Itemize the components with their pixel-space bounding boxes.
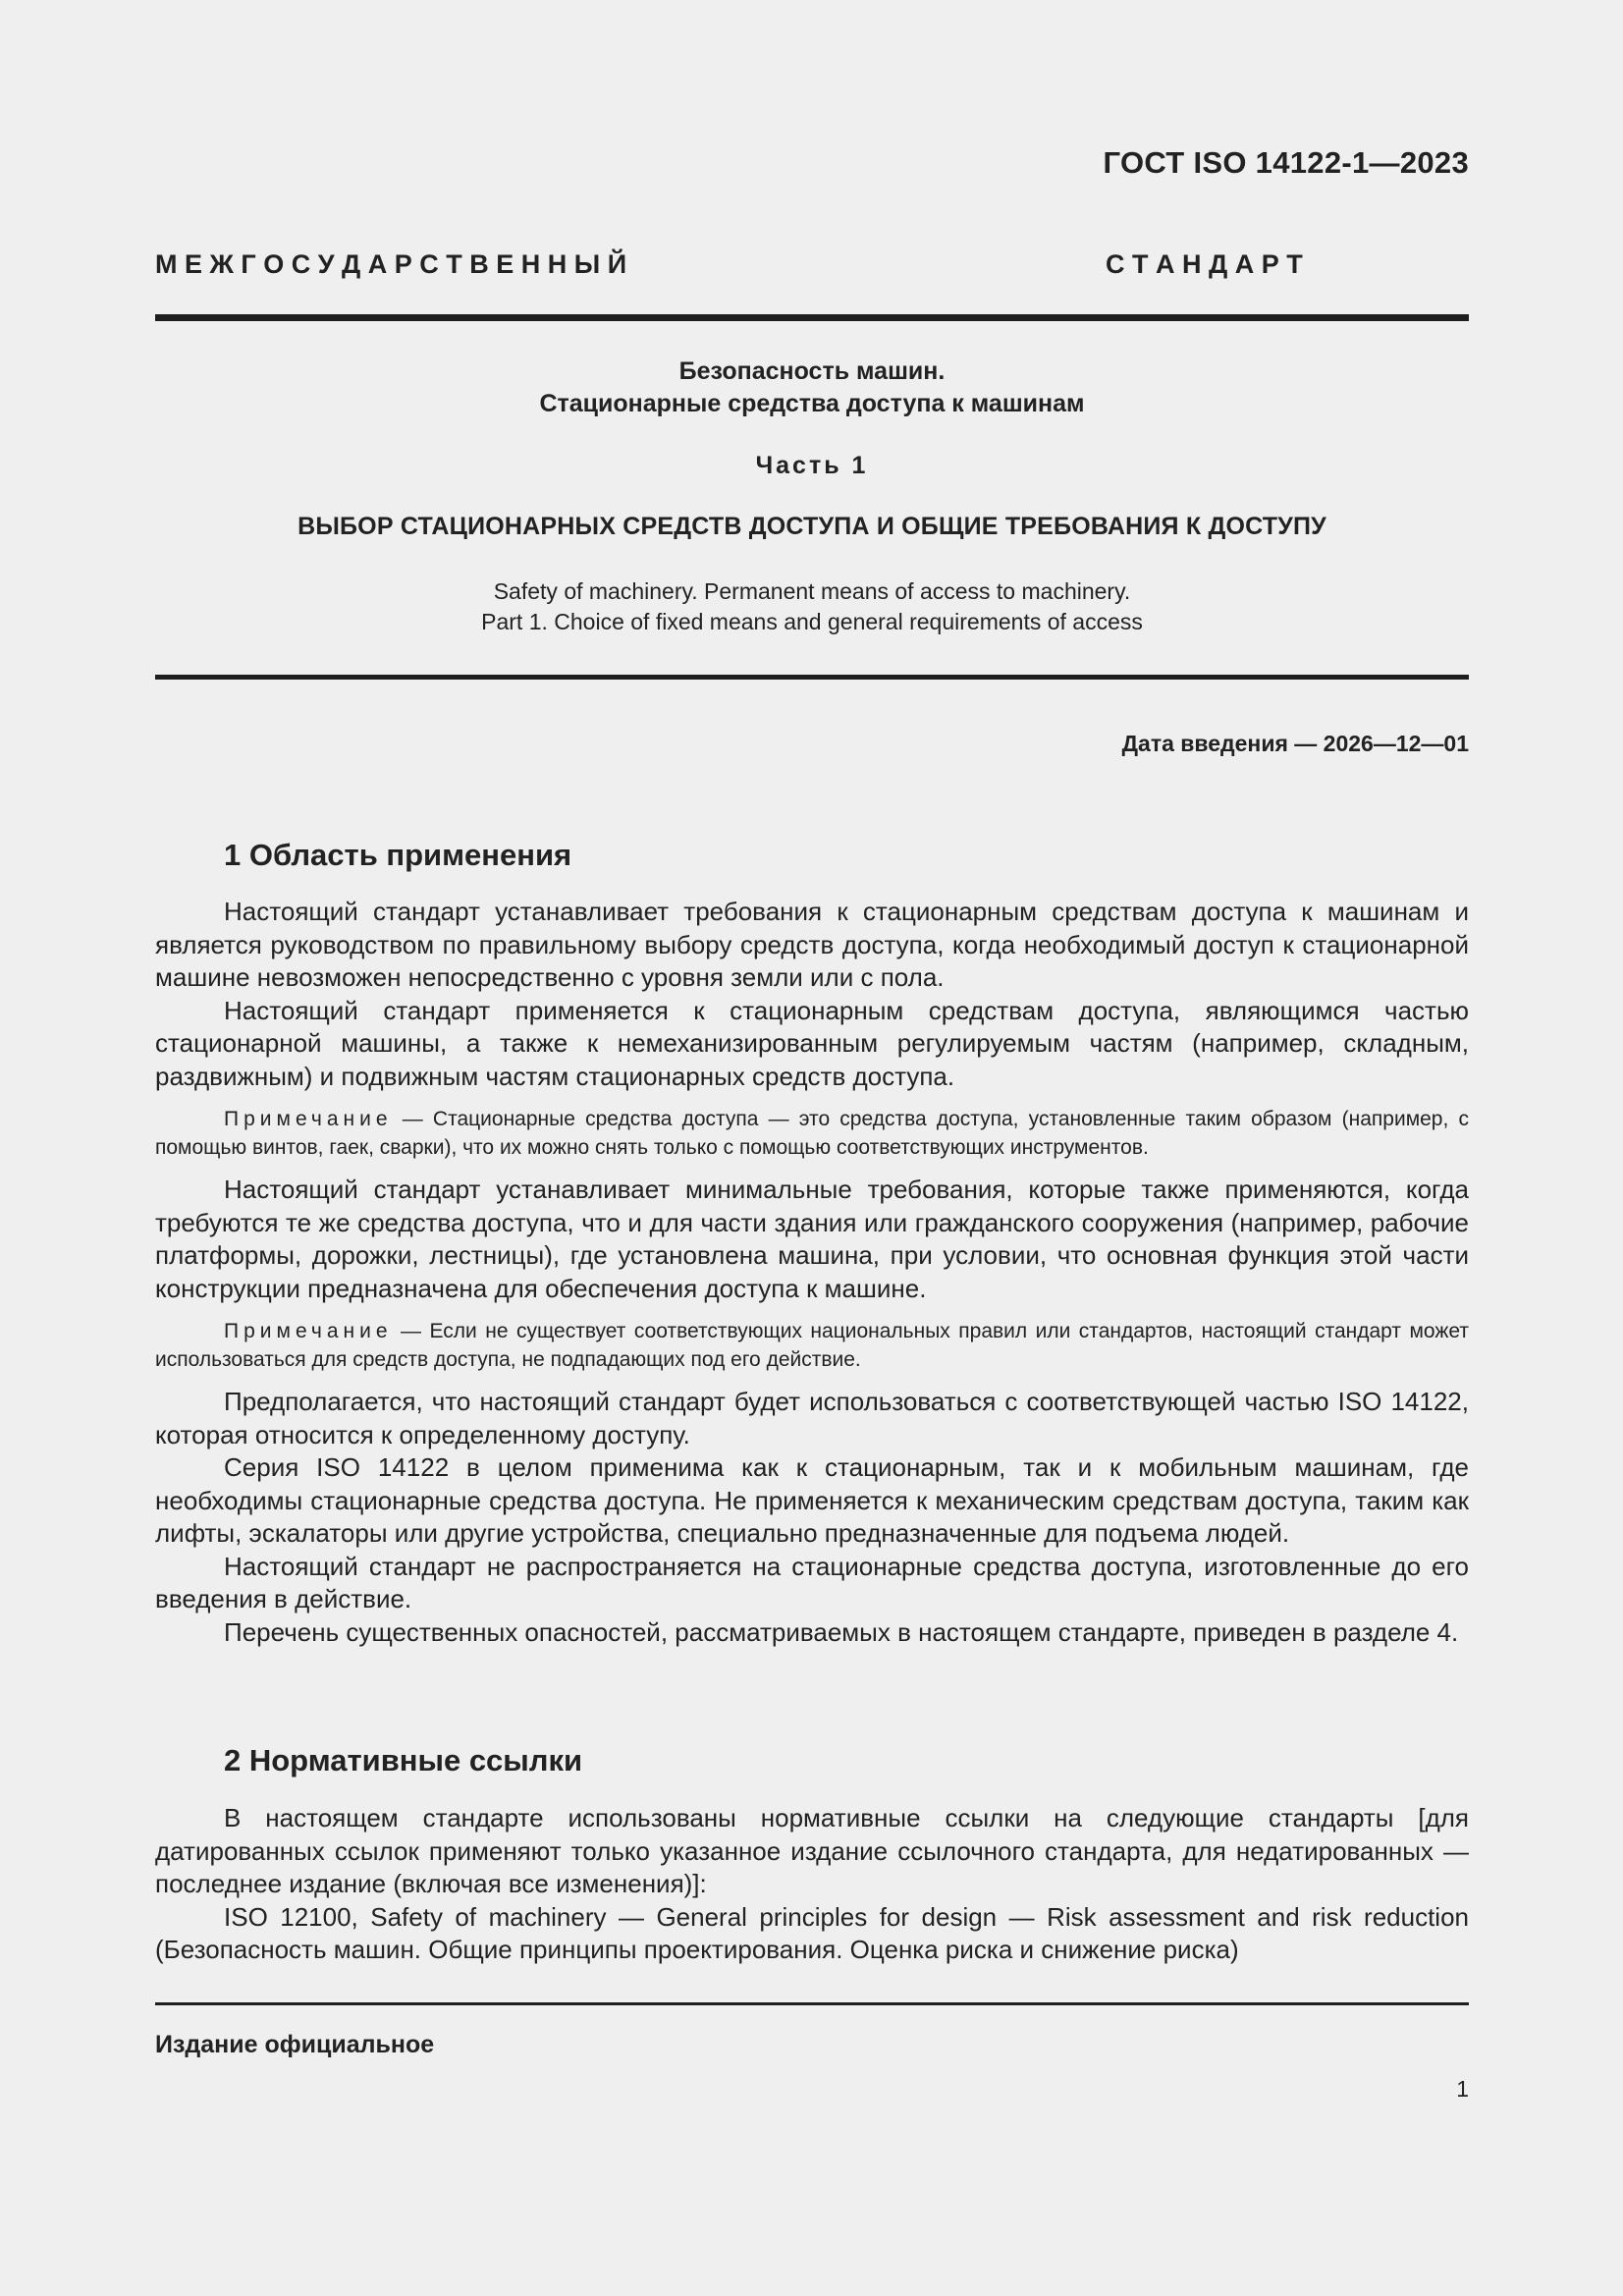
standard-word: С Т А Н Д А Р Т <box>1106 249 1303 279</box>
title-divider <box>155 675 1469 680</box>
document-code: ГОСТ ISO 14122-1—2023 <box>1103 145 1469 180</box>
section-1-heading: 1 Область применения <box>224 838 572 872</box>
paragraph: Перечень существенных опасностей, рассматриваемых в настоящем стандарте, приведен в разделе 4. <box>224 1616 1459 1647</box>
section-2-body <box>155 1802 1469 1967</box>
section-1-body <box>155 896 1469 1649</box>
note <box>155 1105 1469 1162</box>
official-edition-label: Издание официальное <box>155 2031 435 2058</box>
part-subtitle: ВЫБОР СТАЦИОНАРНЫХ СРЕДСТВ ДОСТУПА И ОБЩИЕ ТРЕБОВАНИЯ К ДОСТУПУ <box>298 513 1326 540</box>
paragraph: Предполагается, что настоящий стандарт будет использоваться с соответствующей частью ISO 14122, которая относится к определенному доступу. <box>155 1387 1469 1449</box>
title-en-line2: Part 1. Choice of fixed means and general requirements of access <box>481 609 1143 634</box>
title-en-line1: Safety of machinery. Permanent means of access to machinery. <box>493 578 1131 604</box>
paragraph: В настоящем стандарте использованы нормативные ссылки на следующие стандарты [для датированных ссылок применяют только указанное издание ссылочного стандарта, для недатированных — последнее издание (включая все изменения)]: <box>155 1803 1469 1898</box>
paragraph: Настоящий стандарт не распространяется на стационарные средства доступа, изготовленные до его введения в действие. <box>155 1551 1469 1613</box>
title-ru-line1: Безопасность машин. <box>678 357 946 385</box>
title-russian <box>155 355 1469 420</box>
top-divider <box>155 314 1469 321</box>
footer-divider <box>155 2002 1469 2005</box>
paragraph: ISO 12100, Safety of machinery — General principles for design — Risk assessment and risk reduction (Безопасность машин. Общие принципы проектирования. Оценка риска и снижение риска) <box>155 1901 1469 1964</box>
note-label: Примечание <box>224 1320 393 1342</box>
section-2-heading: 2 Нормативные ссылки <box>224 1743 583 1777</box>
interstate-standard-heading <box>155 249 1469 280</box>
introduction-date: Дата введения — 2026—12—01 <box>1121 731 1469 756</box>
document-page <box>155 0 1469 2296</box>
paragraph: Настоящий стандарт устанавливает требования к стационарным средствам доступа к машинам и является руководством по правильному выбору средств доступа, когда необходимый доступ к стационарной машине невозможен непосредственно с уровня земли или с пола. <box>155 897 1469 992</box>
interstate-word: М Е Ж Г О С У Д А Р С Т В Е Н Н Ы Й <box>155 249 627 279</box>
paragraph: Настоящий стандарт применяется к стационарным средствам доступа, являющимся частью стационарной машины, а также к немеханизированным регулируемым частям (например, складным, раздвижным) и подвижным частям стационарных средств доступа. <box>155 995 1469 1091</box>
page-number: 1 <box>1456 2076 1469 2102</box>
note-text: — Стационарные средства доступа — это средства доступа, установленные таким образом (например, с помощью винтов, гаек, сварки), что их можно снять только с помощью соответствующих инструментов. <box>155 1108 1469 1159</box>
paragraph: Настоящий стандарт устанавливает минимальные требования, которые также применяются, когда требуются те же средства доступа, что и для части здания или гражданского сооружения (например, рабочие платформы, дорожки, лестницы), где установлена машина, при условии, что основная функция этой части конструкции предназначена для обеспечения доступа к машине. <box>155 1175 1469 1303</box>
paragraph: Серия ISO 14122 в целом применима как к стационарным, так и к мобильным машинам, где необходимы стационарные средства доступа. Не применяется к механическим средствам доступа, таким как лифты, эскалаторы или другие устройства, специально предназначенные для подъема людей. <box>155 1452 1469 1548</box>
note-text: — Если не существует соответствующих национальных правил или стандартов, настоящий стандарт может использоваться для средств доступа, не подпадающих под его действие. <box>155 1320 1469 1371</box>
note <box>155 1317 1469 1374</box>
title-ru-line2: Стационарные средства доступа к машинам <box>539 390 1085 417</box>
note-label: Примечание <box>224 1108 393 1130</box>
title-english <box>155 576 1469 637</box>
part-label: Часть 1 <box>755 452 869 479</box>
